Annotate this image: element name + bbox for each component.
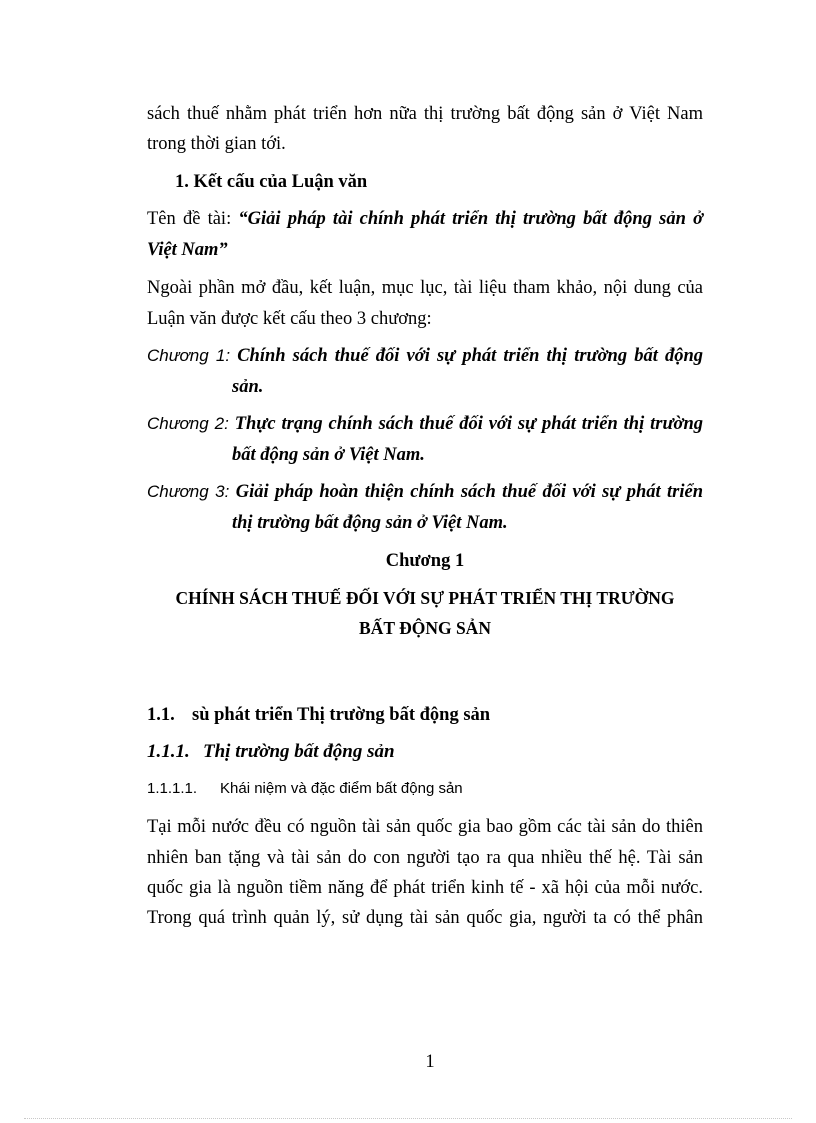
chapter-1-title: Chính sách thuế đối với sự phát triển thị trường bất động [237,346,703,366]
chapter-2-title-cont: bất động sản ở Việt Nam. [232,445,425,465]
section-1-1-title: sù phát triển Thị trường bất động sản [192,705,491,725]
section-1-1-number: 1.1. [147,705,175,725]
chapter-title-1: CHÍNH SÁCH THUẾ ĐỐI VỚI SỰ PHÁT TRIỂN THỊ TRƯỜNG [175,588,675,608]
chapter-1-line [147,345,703,367]
chapter-number: Chương 1 [385,551,465,571]
intro-line-2: trong thời gian tới. [147,134,286,154]
structure-heading: 1. Kết cấu của Luận văn [175,172,368,192]
intro-line-1: sách thuế nhằm phát triển hơn nữa thị trường bất động sản ở Việt Nam [147,104,703,124]
chapter-2-line [147,413,703,435]
chapter-2-label: Chương 2: [147,414,229,433]
chapter-3-label: Chương 3: [147,482,230,501]
topic-label: Tên đề tài: [147,209,239,229]
chapter-1-title-cont: sản. [232,377,264,397]
chapter-1-label: Chương 1: [147,346,231,365]
section-1-1-1-1 [147,778,703,800]
chapter-3-title-cont: thị trường bất động sản ở Việt Nam. [232,513,508,533]
section-1-1-1-1-title: Khái niệm và đặc điểm bất động sản [220,780,463,797]
outline-line-2: Luận văn được kết cấu theo 3 chương: [147,309,432,329]
chapter-3-title: Giải pháp hoàn thiện chính sách thuế đối với sự phát triển [235,482,704,502]
outline-line-1: Ngoài phần mở đầu, kết luận, mục lục, tài liệu tham khảo, nội dung của [147,278,703,298]
chapter-2-title: Thực trạng chính sách thuế đối với sự phát triển thị trường [234,414,703,434]
section-1-1-1 [147,741,703,763]
page-bottom-divider [24,1118,792,1119]
section-1-1 [147,704,703,726]
body-line-3: quốc gia là nguồn tiềm năng để phát triển kinh tế - xã hội của mỗi nước. [147,878,703,898]
topic-title-1: “Giải pháp tài chính phát triển thị trường bất động sản ở [238,209,703,229]
chapter-title-2: BẤT ĐỘNG SẢN [359,618,491,638]
page-number: 1 [425,1052,435,1072]
chapter-3-line [147,481,703,503]
section-1-1-1-1-number: 1.1.1.1. [147,780,198,797]
topic-line-1 [147,208,703,230]
body-line-4: Trong quá trình quản lý, sử dụng tài sản quốc gia, người ta có thể phân [147,908,703,928]
section-1-1-1-number: 1.1.1. [147,741,190,762]
topic-title-2: Việt Nam” [147,240,228,260]
body-line-1: Tại mỗi nước đều có nguồn tài sản quốc gia bao gồm các tài sản do thiên [147,817,703,837]
section-1-1-1-title: Thị trường bất động sản [203,741,395,762]
body-line-2: nhiên ban tặng và tài sản do con người tạo ra qua nhiều thế hệ. Tài sản [147,848,703,868]
